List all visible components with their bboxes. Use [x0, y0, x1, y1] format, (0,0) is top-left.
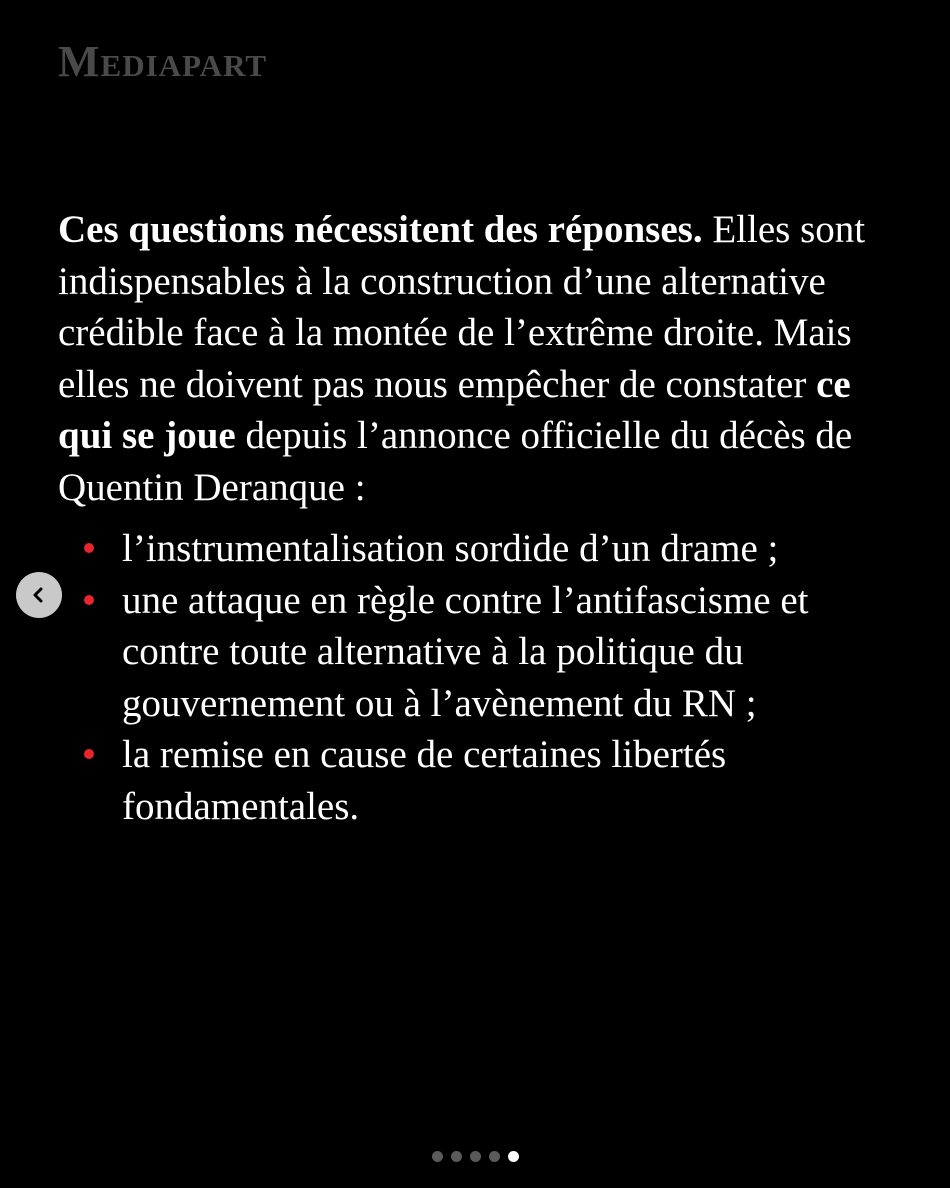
bullet-dot-icon	[84, 543, 94, 553]
intro-text-1: Elles sont indispensables à la construction d’une alternative crédible face à la montée de l’extrême droite. Mais elles ne doivent pas nous empêcher de constater	[58, 208, 866, 406]
carousel-pagination	[0, 1151, 950, 1162]
carousel-dot[interactable]	[451, 1151, 462, 1162]
bullet-text: la remise en cause de certaines libertés fondamentales.	[122, 733, 727, 828]
intro-bold-mid: ce qui se joue	[58, 362, 851, 457]
intro-paragraph	[58, 204, 892, 513]
carousel-dot[interactable]	[489, 1151, 500, 1162]
bullet-item	[58, 729, 892, 832]
bullet-item	[58, 575, 892, 730]
bullet-item	[58, 523, 892, 575]
bullet-text: une attaque en règle contre l’antifascisme et contre toute alternative à la politique du gouvernement ou à l’avènement du RN ;	[122, 578, 809, 725]
carousel-dot[interactable]	[470, 1151, 481, 1162]
previous-slide-button[interactable]	[16, 572, 62, 618]
intro-bold-lead: Ces questions nécessitent des réponses.	[58, 208, 703, 251]
carousel-dot[interactable]	[432, 1151, 443, 1162]
chevron-left-icon	[29, 585, 49, 605]
bullet-text: l’instrumentalisation sordide d’un drame ;	[122, 527, 779, 570]
mediapart-logo: Mediapart	[58, 37, 268, 86]
intro-text-2: depuis l’annonce officielle du décès de Quentin Deranque :	[58, 414, 853, 509]
bullet-dot-icon	[84, 749, 94, 759]
article-body	[58, 204, 892, 832]
bullet-dot-icon	[84, 595, 94, 605]
bullet-list	[58, 523, 892, 832]
carousel-dot[interactable]	[508, 1151, 519, 1162]
